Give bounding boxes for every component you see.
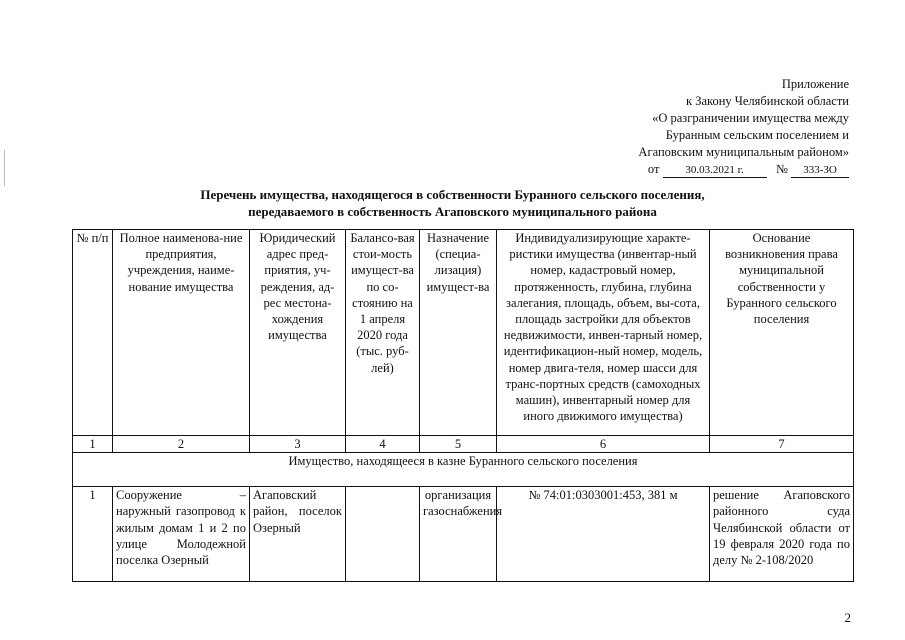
column-number: 2 <box>113 436 250 453</box>
column-number: 1 <box>73 436 113 453</box>
header-cell-characteristics: Индивидуализирующие характе-ристики имущества (инвентар-ный номер, кадастровый номер, протяженность, глубина, глубина залегания, площадь, объем, вы-сота, площадь застройки для объектов недвижимости, инвен-тарный номер, идентификацион-ный номер, модель, номер двига-теля, номер шасси для транс-портных средств (самоходных машин), инвентарный номер для иного движимого имущества) <box>497 230 710 436</box>
column-number-row <box>73 436 854 453</box>
column-number: 6 <box>497 436 710 453</box>
appendix-block <box>549 76 849 178</box>
section-row <box>73 453 854 487</box>
row-balance <box>346 487 420 582</box>
page-number: 2 <box>844 610 851 625</box>
title-line-1: Перечень имущества, находящегося в собственности Буранного сельского поселения, <box>200 187 705 202</box>
column-number: 3 <box>250 436 346 453</box>
row-address: Агаповский район, поселок Озерный <box>250 487 346 582</box>
header-cell-address: Юридический адрес пред-приятия, уч-реждения, ад-рес местона-хождения имущества <box>250 230 346 436</box>
column-number: 4 <box>346 436 420 453</box>
section-title: Имущество, находящееся в казне Буранного сельского поселения <box>73 453 854 487</box>
law-date: 30.03.2021 г. <box>663 163 767 178</box>
title-line-2: передаваемого в собственность Агаповского муниципального района <box>248 204 657 219</box>
appendix-line-1: Приложение <box>781 77 849 91</box>
law-reference <box>549 161 849 178</box>
row-num: 1 <box>73 487 113 582</box>
number-label: № <box>775 162 788 176</box>
appendix-line-2: к Закону Челябинской области <box>686 94 849 108</box>
row-purpose: организация газоснабжения <box>420 487 497 582</box>
appendix-line-4: Буранным сельским поселением и <box>665 128 849 142</box>
law-number: 333-ЗО <box>791 163 849 178</box>
header-cell-name: Полное наименова-ние предприятия, учреждения, наиме-нование имущества <box>113 230 250 436</box>
header-cell-num: № п/п <box>73 230 113 436</box>
appendix-line-3: «О разграничении имущества между <box>652 111 849 125</box>
from-label: от <box>647 162 660 176</box>
table-row <box>73 487 854 582</box>
header-cell-purpose: Назначение (специа-лизация) имущест-ва <box>420 230 497 436</box>
column-number: 7 <box>710 436 854 453</box>
document-title <box>0 186 905 220</box>
property-table <box>72 229 854 582</box>
row-characteristics: № 74:01:0303001:453, 381 м <box>497 487 710 582</box>
column-number: 5 <box>420 436 497 453</box>
header-row <box>73 230 854 436</box>
header-cell-basis: Основание возникновения права муниципальной собственности у Буранного сельского поселения <box>710 230 854 436</box>
row-basis: решение Агаповского районного суда Челябинской области от 19 февраля 2020 года по делу № 2-108/2020 <box>710 487 854 582</box>
row-name: Сооружение – наружный газопровод к жилым домам 1 и 2 по улице Молодежной поселка Озерный <box>113 487 250 582</box>
header-cell-balance: Балансо-вая стои-мость имущест-ва по со-стоянию на 1 апреля 2020 года (тыс. руб-лей) <box>346 230 420 436</box>
appendix-line-5: Агаповским муниципальным районом» <box>638 145 849 159</box>
scan-artifact <box>4 150 5 186</box>
